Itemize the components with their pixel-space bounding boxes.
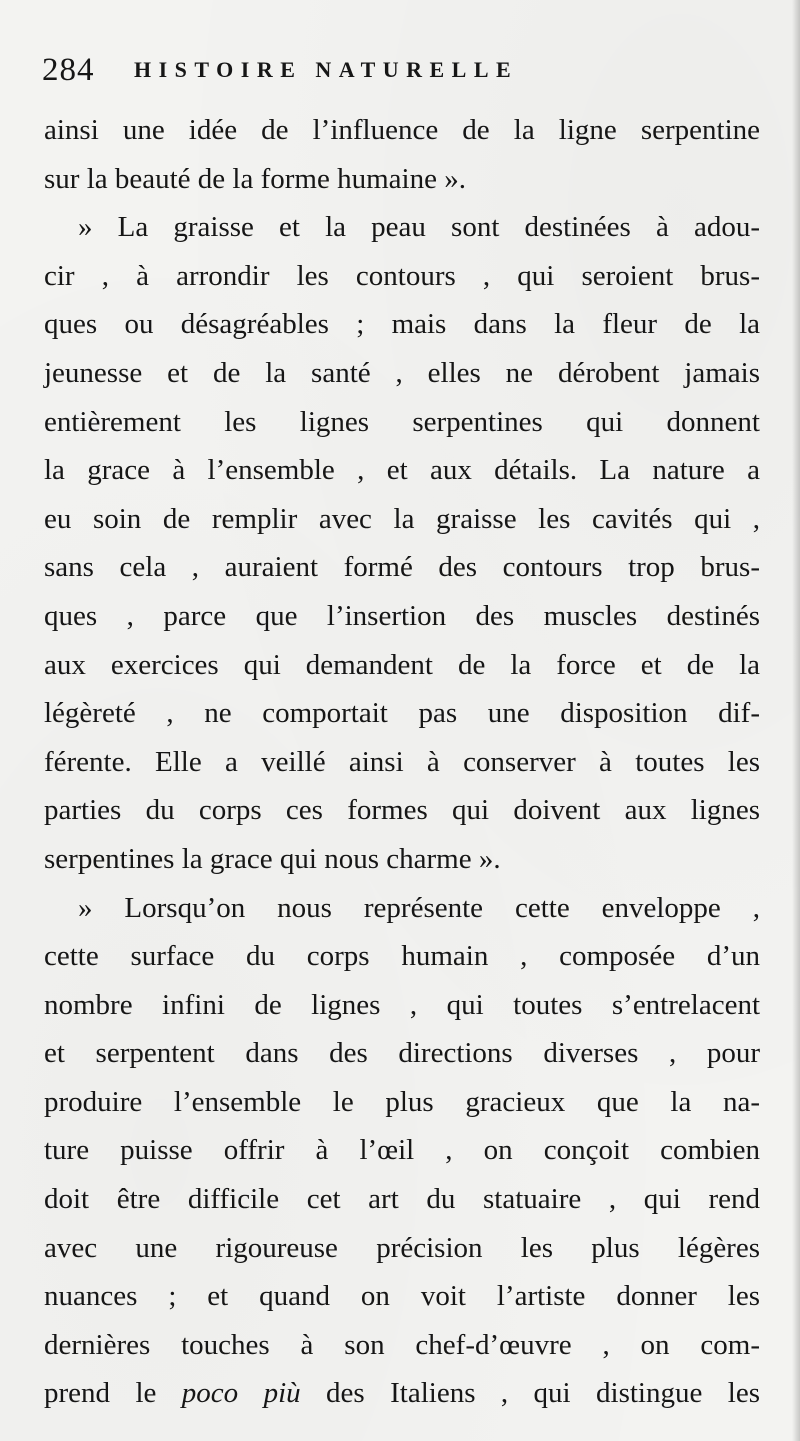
text-line: la grace à l’ensemble , et aux détails. La nature a	[44, 454, 760, 487]
text-line: serpentines la grace qui nous charme ».	[44, 842, 501, 875]
text-line: » La graisse et la peau sont destinées à adou-	[78, 211, 760, 244]
text-line: ture puisse offrir à l’œil , on conçoit combien	[44, 1134, 760, 1167]
text-line: doit être difficile cet art du statuaire , qui rend	[44, 1183, 760, 1216]
text-line: nuances ; et quand on voit l’artiste donner les	[44, 1280, 760, 1313]
text-line: eu soin de remplir avec la graisse les cavités qui ,	[44, 502, 760, 535]
text-line: sans cela , auraient formé des contours trop brus-	[44, 551, 760, 584]
text-line: entièrement les lignes serpentines qui donnent	[44, 405, 760, 438]
text-line: » Lorsqu’on nous représente cette enveloppe ,	[78, 891, 760, 924]
text-line: avec une rigoureuse précision les plus légères	[44, 1231, 760, 1264]
text-line: ques , parce que l’insertion des muscles destinés	[44, 599, 760, 632]
text-line: nombre infini de lignes , qui toutes s’entrelacent	[44, 988, 760, 1021]
text-fragment: des Italiens , qui distingue les	[300, 1377, 760, 1410]
text-line: férente. Elle a veillé ainsi à conserver à toutes les	[44, 745, 760, 778]
text-line: aux exercices qui demandent de la force et de la	[44, 648, 760, 681]
text-line: produire l’ensemble le plus gracieux que la na-	[44, 1085, 760, 1118]
text-line: parties du corps ces formes qui doivent aux lignes	[44, 794, 760, 827]
running-head: HISTOIRE NATURELLE	[134, 57, 519, 82]
text-line: et serpentent dans des directions diverses , pour	[44, 1037, 760, 1070]
page-edge-shadow	[792, 0, 800, 1441]
text-fragment: prend le	[44, 1377, 182, 1410]
text-line: jeunesse et de la santé , elles ne dérobent jamais	[44, 356, 760, 389]
text-line: ques ou désagréables ; mais dans la fleur de la	[44, 308, 760, 341]
page-header	[42, 50, 762, 90]
body-text	[44, 106, 760, 1418]
text-line: cette surface du corps humain , composée d’un	[44, 940, 760, 973]
text-line: sur la beauté de la forme humaine ».	[44, 162, 466, 195]
text-line: légèreté , ne comportait pas une disposition dif-	[44, 697, 760, 730]
page-number: 284	[42, 52, 95, 88]
text-line: ainsi une idée de l’influence de la ligne serpentine	[44, 114, 760, 146]
text-line: dernières touches à son chef-d’œuvre , on com-	[44, 1328, 760, 1361]
italic-phrase: poco più	[181, 1377, 301, 1410]
text-line: cir , à arrondir les contours , qui seroient brus-	[44, 259, 760, 292]
text-line-final	[44, 1369, 760, 1418]
